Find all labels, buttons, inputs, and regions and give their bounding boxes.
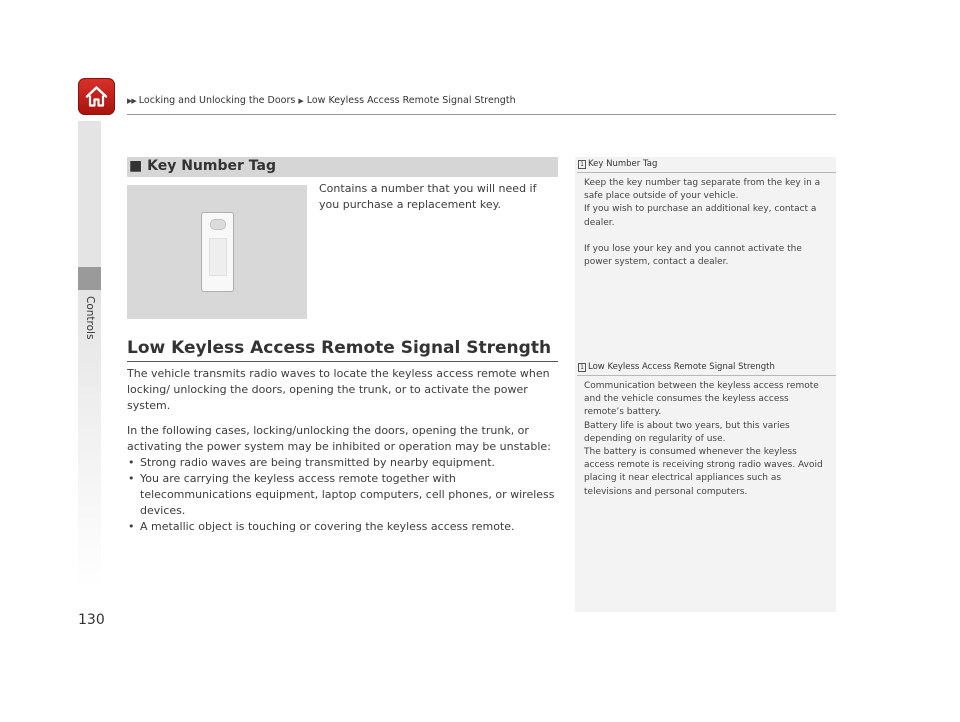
note-reference-icon: 1	[578, 363, 586, 372]
breadcrumb-arrows-icon: ▶▶	[127, 97, 136, 105]
home-icon	[84, 84, 109, 109]
note-line: If you lose your key and you cannot activate the power system, contact a dealer.	[584, 243, 802, 268]
breadcrumb-link-locking[interactable]: Locking and Unlocking the Doors	[138, 95, 296, 106]
note-title[interactable]	[577, 159, 833, 169]
list-item: • Strong radio waves are being transmitted by nearby equipment.	[127, 455, 561, 471]
note-divider	[577, 172, 836, 173]
section-heading-bar	[127, 157, 558, 177]
note-body	[577, 380, 833, 499]
page-number: 130	[78, 612, 105, 628]
note-title-text: Low Keyless Access Remote Signal Strength	[588, 362, 775, 372]
breadcrumb	[127, 95, 516, 106]
note-line: The battery is consumed whenever the keyless access remote is receiving strong radio waves. Avoid placing it near electrical appliances such as televisions and personal computers.	[584, 447, 823, 497]
note-line: If you wish to purchase an additional key, contact a dealer.	[584, 204, 817, 228]
sidebar-tab-controls[interactable]	[78, 267, 101, 290]
key-tag-description: Contains a number that you will need if you purchase a replacement key.	[319, 182, 537, 211]
key-tag-label-area	[209, 238, 227, 276]
note-title[interactable]	[577, 362, 833, 372]
breadcrumb-separator-icon: ▶	[298, 97, 304, 105]
key-tag-illustration	[127, 185, 307, 319]
page-title: Low Keyless Access Remote Signal Strength	[127, 338, 552, 358]
note-key-number-tag	[577, 159, 833, 269]
section-heading: ■ Key Number Tag	[129, 158, 276, 174]
note-low-signal-strength	[577, 362, 833, 499]
title-divider	[127, 361, 558, 362]
key-tag-hole	[210, 219, 226, 230]
breadcrumb-current[interactable]: Low Keyless Access Remote Signal Strength	[306, 95, 516, 106]
list-item: • A metallic object is touching or covering the keyless access remote.	[127, 519, 561, 535]
body-paragraph-2: In the following cases, locking/unlocking the doors, opening the trunk, or activating the power system may be inhibited or operation may be unstable:	[127, 424, 551, 453]
header-divider	[127, 114, 836, 115]
condition-list	[127, 455, 561, 535]
body-paragraph-1: The vehicle transmits radio waves to locate the keyless access remote when locking/ unlocking the doors, opening the trunk, or to activate the power system.	[127, 367, 550, 412]
key-tag-icon	[201, 212, 234, 292]
list-item: • You are carrying the keyless access remote together with telecommunications equipment, laptop computers, cell phones, or wireless devices.	[127, 471, 561, 519]
note-line: Keep the key number tag separate from the key in a safe place outside of your vehicle.	[584, 178, 821, 202]
home-button[interactable]	[78, 78, 115, 115]
sidebar-label[interactable]: Controls	[84, 296, 96, 340]
note-body	[577, 177, 833, 269]
main-body	[127, 366, 561, 535]
note-reference-icon: 1	[578, 160, 586, 169]
note-divider	[577, 375, 836, 376]
note-line: Communication between the keyless access remote and the vehicle consumes the keyless access remote’s battery.	[584, 381, 819, 418]
sidebar-track-top	[78, 121, 101, 267]
note-line: Battery life is about two years, but this varies depending on regularity of use.	[584, 420, 790, 444]
note-title-text: Key Number Tag	[588, 159, 658, 169]
